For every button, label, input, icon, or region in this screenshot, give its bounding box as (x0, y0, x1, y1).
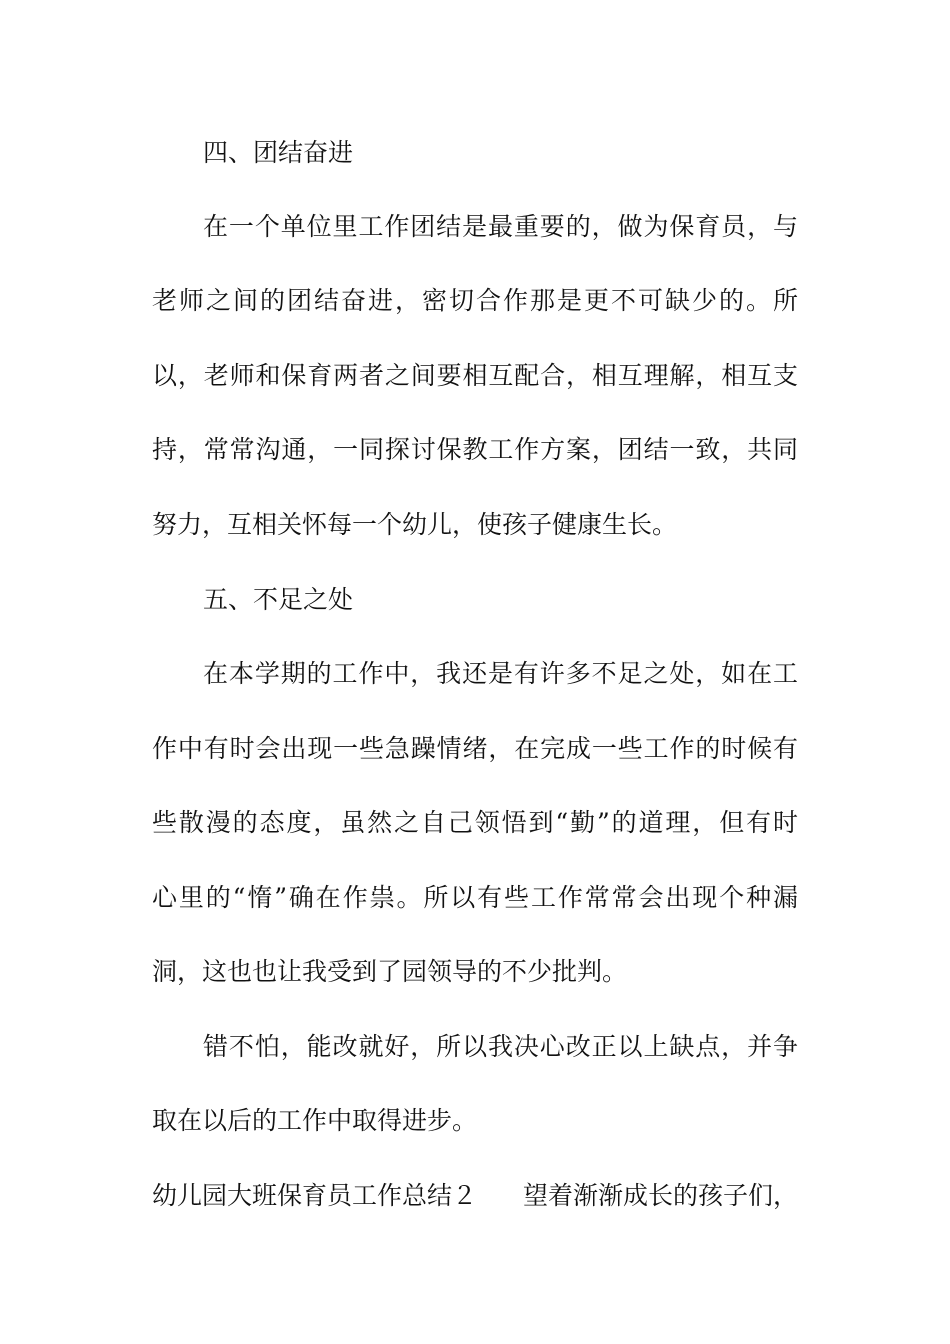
paragraph-line: 努力，互相关怀每一个幼儿，使孩子健康生长。 (152, 510, 678, 539)
final-heading-line (152, 1176, 798, 1216)
paragraph-line: 洞，这也也让我受到了园领导的不少批判。 (152, 957, 628, 986)
paragraph-start: 望着渐渐成长的孩子们， (522, 1181, 798, 1210)
document-subtitle: 幼儿园大班保育员工作总结２ (152, 1181, 478, 1210)
paragraph-line: 错不怕，能改就好，所以我决心改正以上缺点，并争 (203, 1032, 798, 1061)
paragraph-line: 持，常常沟通，一同探讨保教工作方案，团结一致，共同 (152, 435, 798, 464)
paragraph-line: 些散漫的态度，虽然之自己领悟到“勤”的道理，但有时 (152, 808, 798, 837)
section-heading-unity: 四、团结奋进 (203, 138, 354, 167)
paragraph-line: 作中有时会出现一些急躁情绪，在完成一些工作的时候有 (152, 734, 798, 763)
paragraph-line: 在一个单位里工作团结是最重要的，做为保育员，与 (203, 212, 798, 241)
paragraph-line: 取在以后的工作中取得进步。 (152, 1106, 478, 1135)
paragraph-line: 以，老师和保育两者之间要相互配合，相互理解，相互支 (152, 361, 798, 390)
paragraph-line: 心里的“惰”确在作祟。所以有些工作常常会出现个种漏 (152, 883, 798, 912)
paragraph-line: 在本学期的工作中，我还是有许多不足之处，如在工 (203, 659, 798, 688)
paragraph-line: 老师之间的团结奋进，密切合作那是更不可缺少的。所 (152, 286, 798, 315)
section-heading-shortcomings: 五、不足之处 (203, 585, 354, 614)
